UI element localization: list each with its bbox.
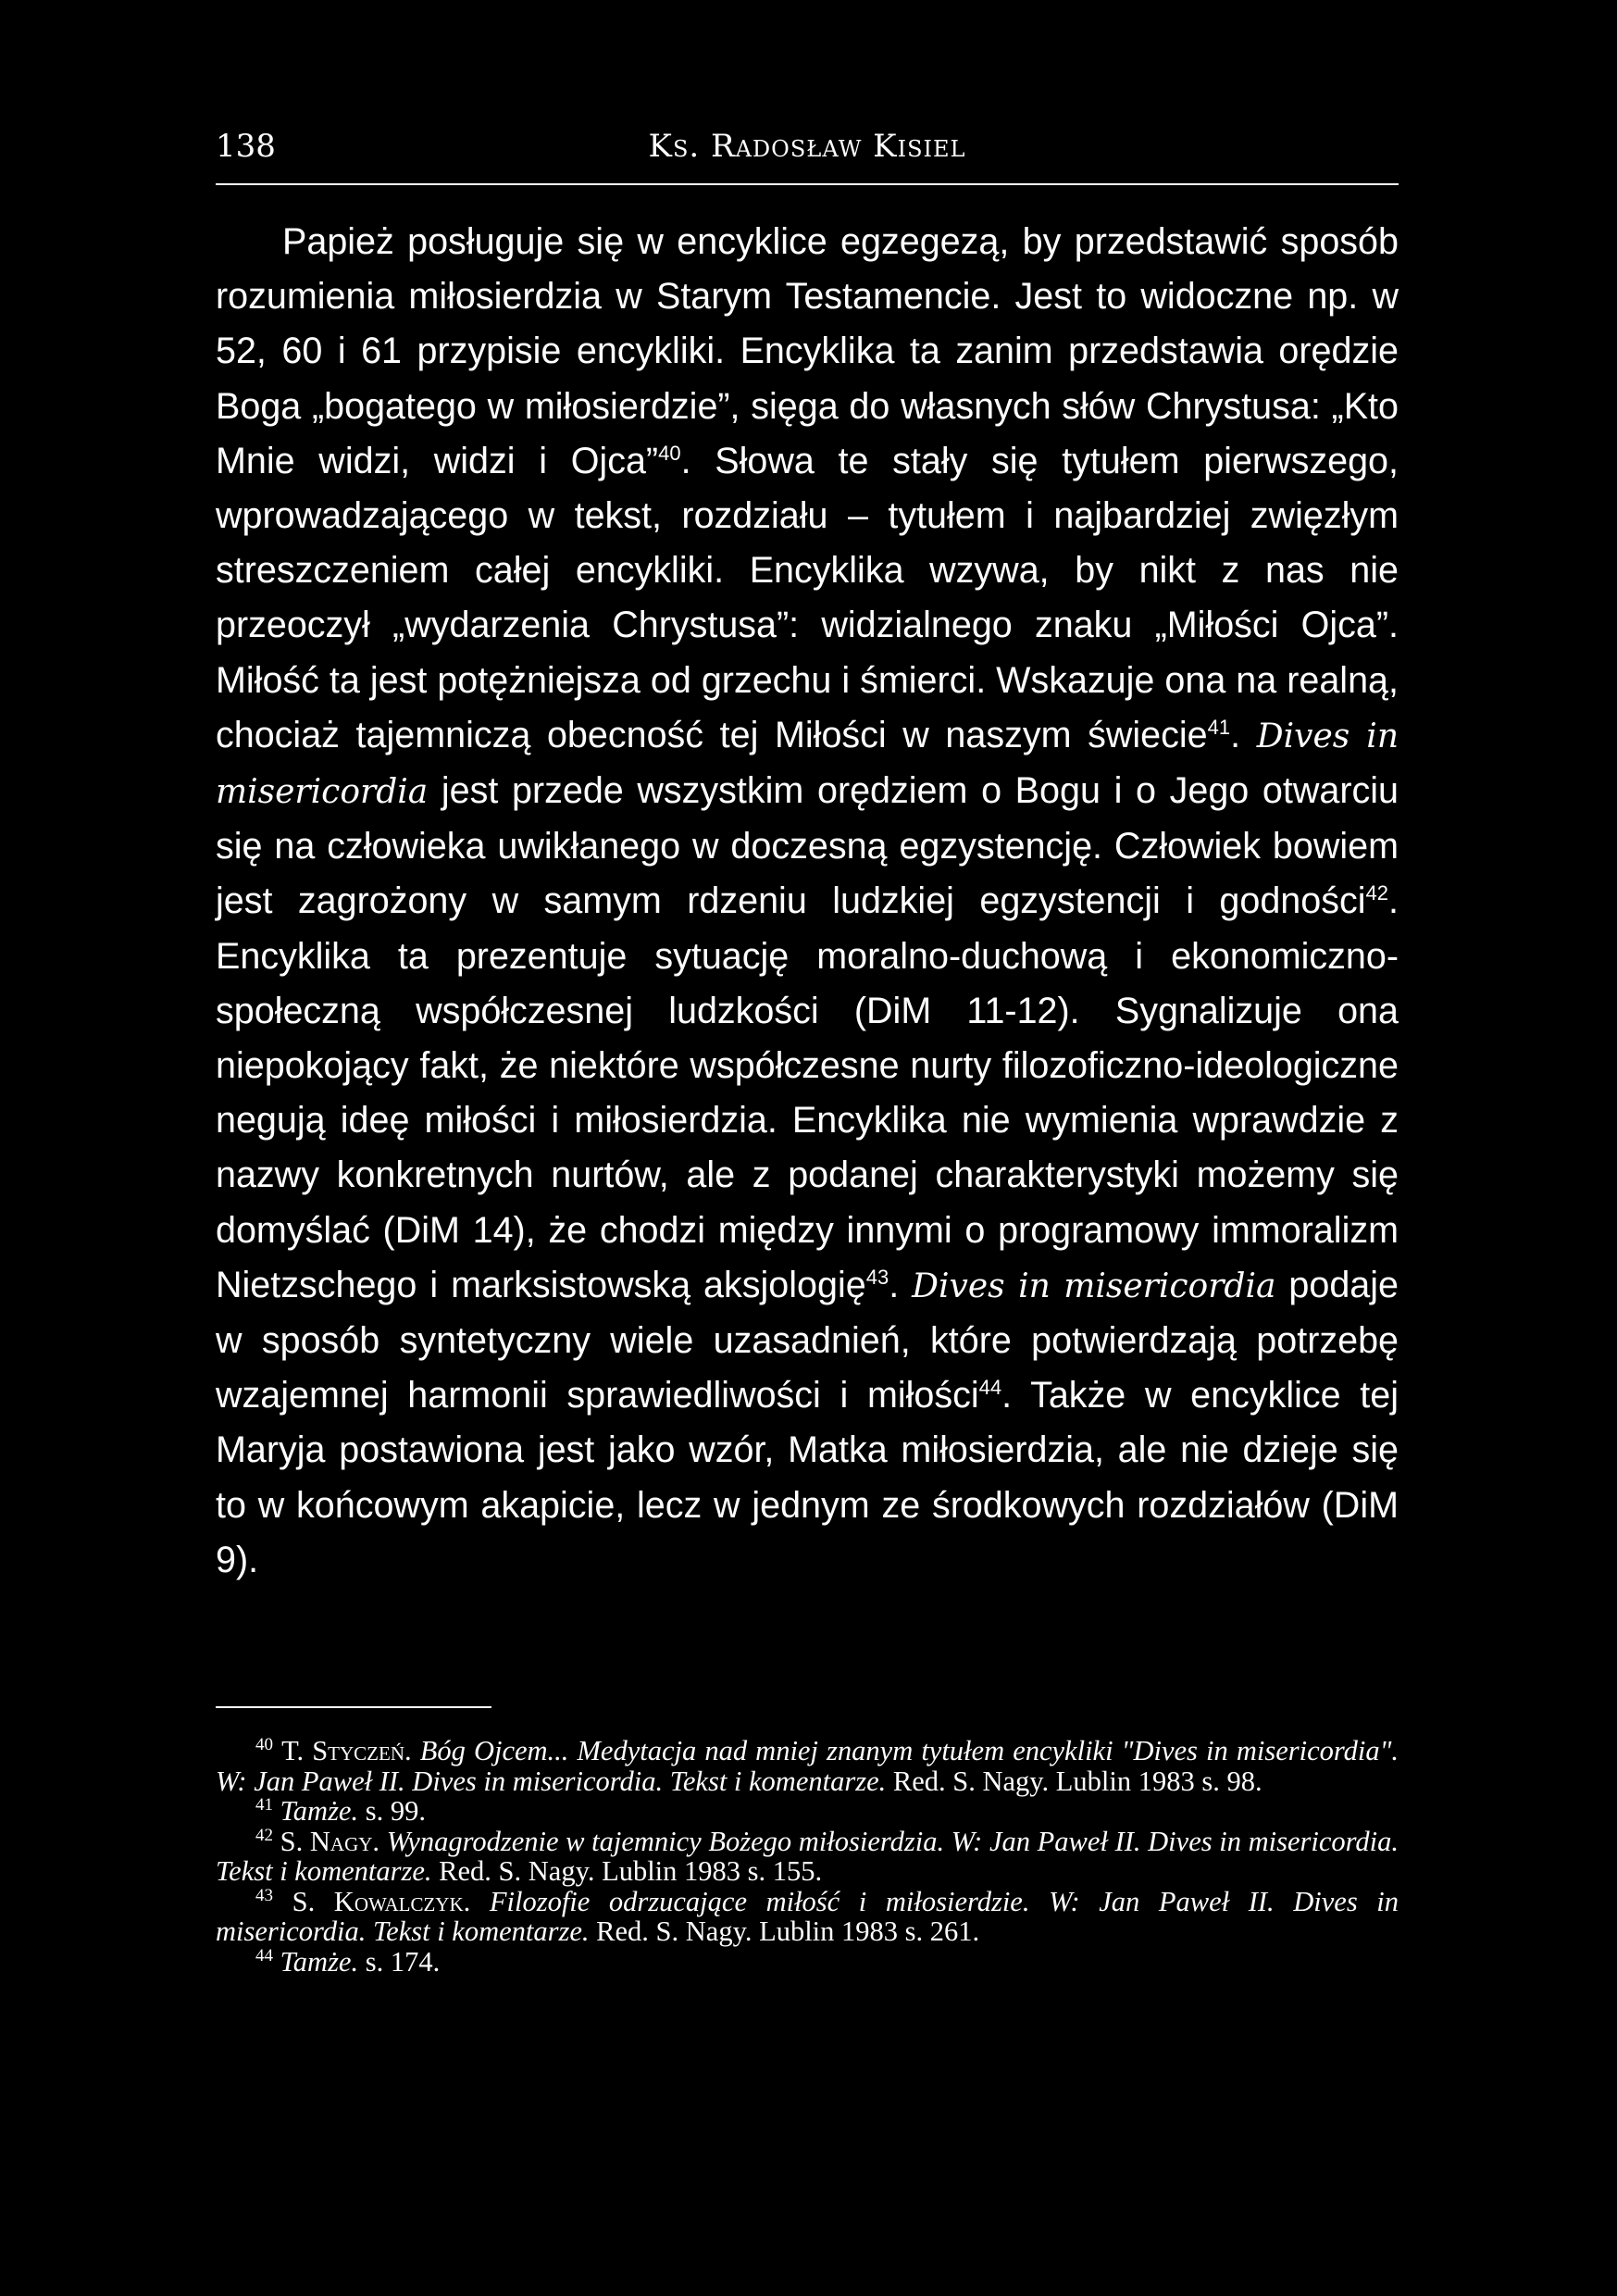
footnote-details: Red. S. Nagy. Lublin 1983 s. 261. <box>596 1915 980 1947</box>
running-head-author: Ks. Radosław Kisiel <box>648 128 966 165</box>
footnote-number: 43 <box>255 1885 273 1905</box>
footnote-title: Filozofie odrzucające miłość i miłosierdzie. W: Jan Paweł II. Dives in misericordia. Tekst i komentarze. <box>216 1885 1399 1947</box>
page-header <box>216 128 1399 172</box>
footnote-40 <box>216 1736 1399 1796</box>
footnote-ref-40: 40 <box>658 441 681 465</box>
footnote-number: 42 <box>255 1825 273 1845</box>
footnote-details: s. 174. <box>365 1945 441 1978</box>
footnote-author: S. Kowalczyk. <box>292 1885 471 1917</box>
page-number: 138 <box>216 128 276 165</box>
footnote-title: Bóg Ojcem... Medytacja nad mniej znanym tytułem encykliki "Dives in misericordia". W: Jan Paweł II. Dives in misericordia. Tekst i komentarze. <box>216 1735 1399 1797</box>
body-segment: . Encyklika ta prezentuje sytuację moralno-duchową i ekonomiczno-społeczną współczesnej ludzkości (DiM 11-12). Sygnalizuje ona niepokojący fakt, że niektóre współczesne nurty filozoficzno-ideologiczne negują ideę miłości i miłosierdzia. Encyklika nie wymienia wprawdzie z nazwy konkretnych nurtów, ale z podanej charakterystyki możemy się domyślać (DiM 14), że chodzi między innymi o programowy immoralizm Nietzschego i marksistowską aksjologię <box>216 880 1399 1305</box>
body-segment: jest przede wszystkim orędziem o Bogu i o Jego otwarciu się na człowieka uwikłanego w doczesną egzystencję. Człowiek bowiem jest zagrożony w samym rdzeniu ludzkiej egzystencji i godności <box>216 770 1399 922</box>
main-paragraph <box>216 215 1399 1588</box>
footnote-author: S. Nagy. <box>280 1825 380 1857</box>
body-segment: Papież posługuje się w encyklice egzegezą, by przedstawić sposób rozumienia miłosierdzia w Starym Testamencie. Jest to widoczne np. w 52, 60 i 61 przypisie encykliki. Encyklika ta zanim przedstawia orędzie Boga „bogatego w miłosierdzie”, sięga do własnych słów Chrystusa: „Kto Mnie widzi, widzi i Ojca” <box>216 221 1399 481</box>
footnote-separator <box>216 1706 491 1708</box>
footnote-43 <box>216 1887 1399 1947</box>
footnote-details: Red. S. Nagy. Lublin 1983 s. 155. <box>439 1855 823 1887</box>
footnote-number: 40 <box>255 1735 273 1754</box>
body-segment: . <box>889 1264 913 1305</box>
footnote-number: 44 <box>255 1945 273 1965</box>
footnote-41 <box>216 1796 1399 1827</box>
italic-title: Dives in misericordia <box>216 717 1399 812</box>
footnotes-section <box>216 1736 1399 1977</box>
italic-title: Dives in misericordia <box>912 1267 1276 1305</box>
body-segment: . Słowa te stały się tytułem pierwszego, wprowadzającego w tekst, rozdziału – tytułem i najbardziej zwięzłym streszczeniem całej encykliki. Encyklika wzywa, by nikt z nas nie przeoczył „wydarzenia Chrystusa”: widzialnego znaku „Miłości Ojca”. Miłość ta jest potężniejsza od grzechu i śmierci. Wskazuje ona na realną, chociaż tajemniczą obecność tej Miłości w naszym świecie <box>216 440 1399 755</box>
footnote-ref-44: 44 <box>978 1376 1002 1400</box>
footnote-42 <box>216 1827 1399 1887</box>
footnote-44 <box>216 1947 1399 1978</box>
body-segment: . <box>1230 714 1257 755</box>
footnote-ref-41: 41 <box>1207 715 1231 739</box>
footnote-title: Tamże. <box>280 1945 359 1978</box>
footnote-author: T. Styczeń. <box>281 1735 412 1766</box>
header-rule <box>216 183 1399 185</box>
footnote-ref-42: 42 <box>1365 881 1389 905</box>
body-segment: podaje w sposób syntetyczny wiele uzasadnień, które potwierdzają potrzebę wzajemnej harmonii sprawiedliwości i miłości <box>216 1264 1399 1416</box>
footnote-title: Wynagrodzenie w tajemnicy Bożego miłosierdzia. W: Jan Paweł II. Dives in misericordia. Tekst i komentarze. <box>216 1825 1399 1887</box>
footnote-ref-43: 43 <box>865 1265 889 1289</box>
footnote-details: Red. S. Nagy. Lublin 1983 s. 98. <box>892 1765 1263 1797</box>
paragraph-text <box>216 215 1399 1588</box>
footnote-title: Tamże. <box>280 1795 359 1827</box>
footnote-number: 41 <box>255 1795 273 1815</box>
body-segment: . Także w encyklice tej Maryja postawiona jest jako wzór, Matka miłosierdzia, ale nie dzieje się to w końcowym akapicie, lecz w jednym ze środkowych rozdziałów (DiM 9). <box>216 1375 1399 1580</box>
footnote-details: s. 99. <box>365 1795 426 1827</box>
